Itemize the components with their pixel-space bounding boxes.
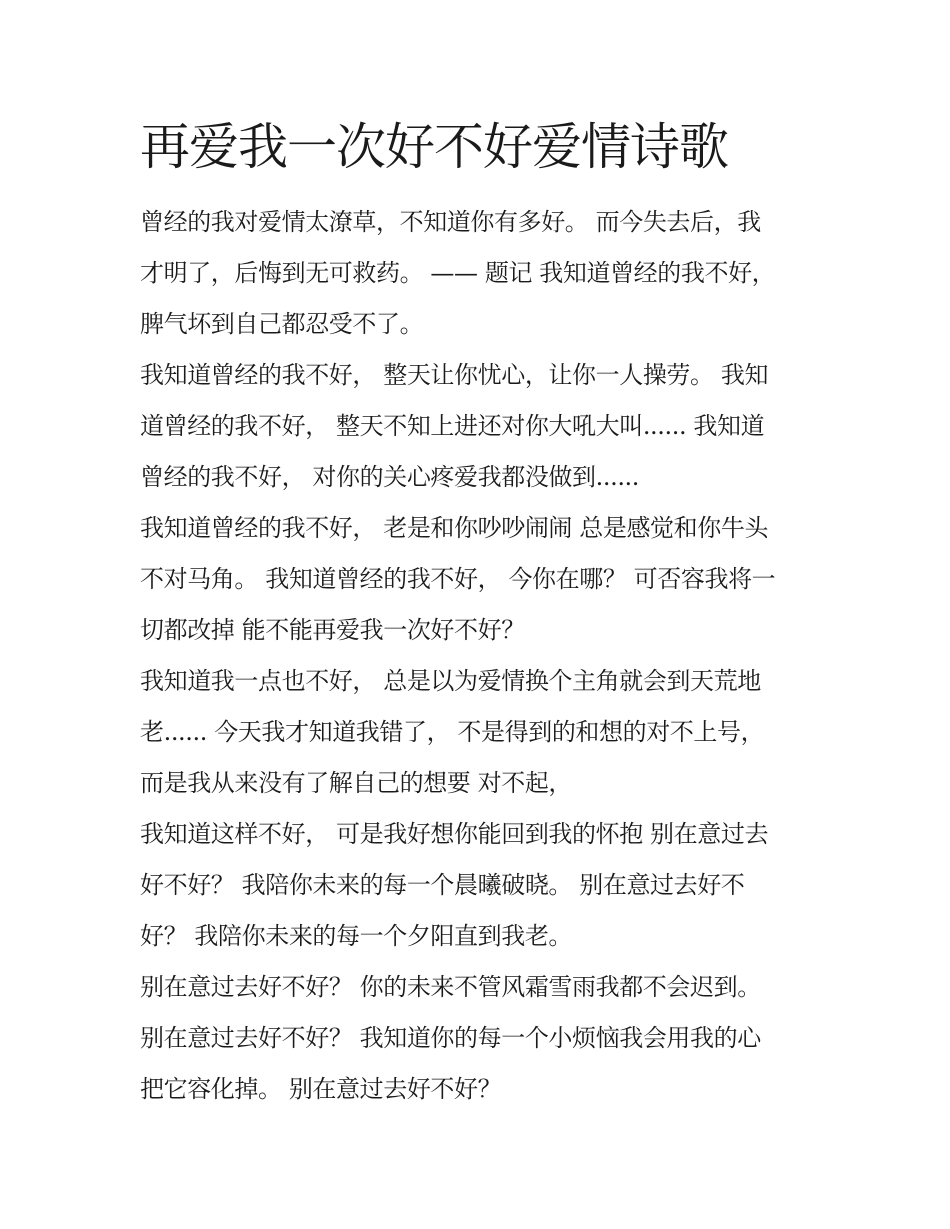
- text-line: 我知道这样不好， 可是我好想你能回到我的怀抱 别在意过去: [140, 820, 769, 848]
- poem-body: [140, 197, 810, 1115]
- text-line: 不对马角。 我知道曾经的我不好， 今你在哪？ 可否容我将一: [140, 565, 776, 593]
- text-line: 切都改掉 能不能再爱我一次好不好？: [140, 616, 525, 644]
- text-line: 别在意过去好不好？ 你的未来不管风霜雪雨我都不会迟到。: [140, 973, 761, 1001]
- page-title: 再爱我一次好不好爱情诗歌: [140, 118, 728, 176]
- text-line: 而是我从来没有了解自己的想要 对不起，: [140, 769, 573, 797]
- text-line: 才明了，后悔到无可救药。 —— 题记 我知道曾经的我不好，: [140, 259, 776, 287]
- text-line: 好？ 我陪你未来的每一个夕阳直到我老。: [140, 922, 573, 950]
- text-line: 曾经的我不好， 对你的关心疼爱我都没做到......: [140, 463, 640, 491]
- text-line: 我知道曾经的我不好， 老是和你吵吵闹闹 总是感觉和你牛头: [140, 514, 769, 542]
- text-line: 好不好？ 我陪你未来的每一个晨曦破晓。 别在意过去好不: [140, 871, 745, 899]
- text-line: 我知道我一点也不好， 总是以为爱情换个主角就会到天荒地: [140, 667, 761, 695]
- text-line: 把它容化掉。 别在意过去好不好？: [140, 1075, 502, 1103]
- text-line: 别在意过去好不好？ 我知道你的每一个小烦恼我会用我的心: [140, 1024, 761, 1052]
- text-line: 曾经的我对爱情太潦草，不知道你有多好。 而今失去后，我: [140, 208, 761, 236]
- text-line: 老...... 今天我才知道我错了， 不是得到的和想的对不上号，: [140, 718, 765, 746]
- text-line: 道曾经的我不好， 整天不知上进还对你大吼大叫...... 我知道: [140, 412, 765, 440]
- text-line: 我知道曾经的我不好， 整天让你忧心，让你一人操劳。 我知: [140, 361, 769, 389]
- text-line: 脾气坏到自己都忍受不了。: [140, 310, 424, 338]
